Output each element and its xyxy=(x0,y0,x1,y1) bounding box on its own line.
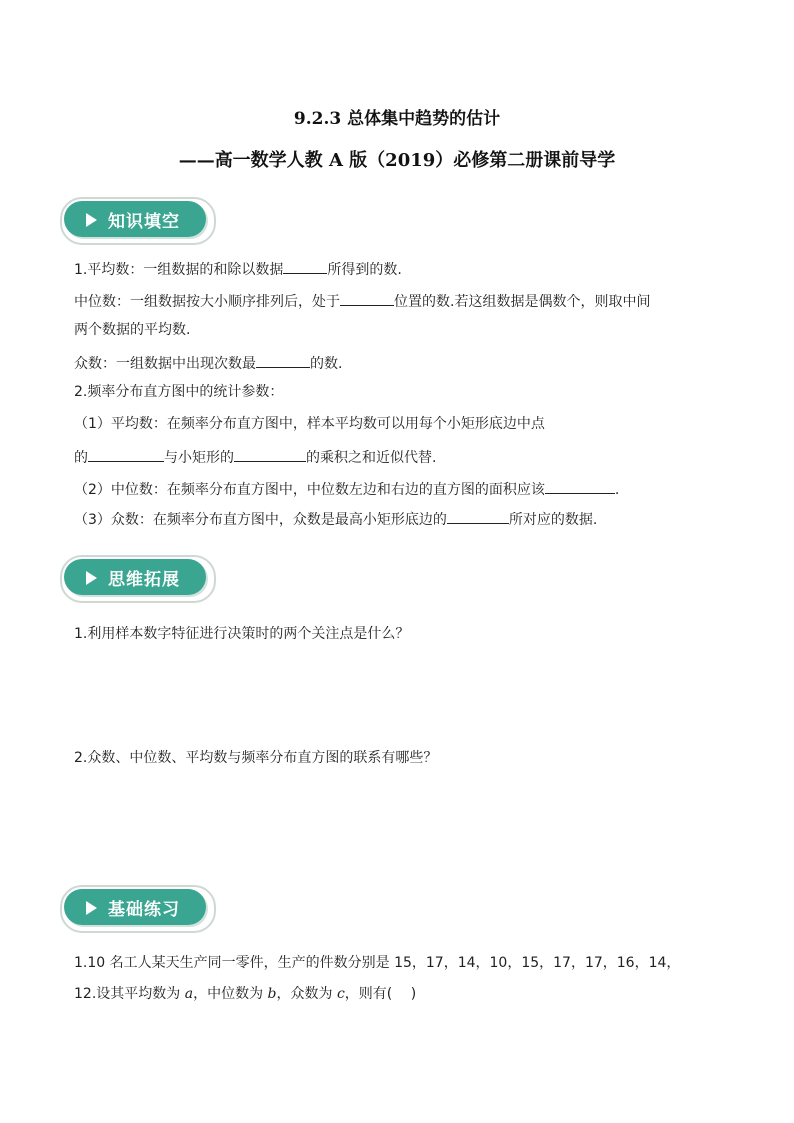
knowledge-line-2 xyxy=(74,290,650,312)
section-heading: 思维拓展 xyxy=(108,570,180,590)
text: 众数：一组数据中出现次数最 xyxy=(74,356,256,372)
text: 1.平均数：一组数据的和除以数据 xyxy=(74,262,284,278)
answer-blank xyxy=(88,446,164,462)
page-title: 9.2.3 总体集中趋势的估计 xyxy=(293,109,501,129)
section-banner-practice xyxy=(60,883,216,933)
knowledge-line-3: 两个数据的平均数. xyxy=(74,322,191,338)
section-heading: 基础练习 xyxy=(108,900,180,920)
knowledge-line-6: （1）平均数：在频率分布直方图中，样本平均数可以用每个小矩形底边中点 xyxy=(74,416,545,432)
text: 的乘积之和近似代替. xyxy=(306,450,437,466)
play-icon xyxy=(86,213,97,227)
knowledge-line-5: 2.频率分布直方图中的统计参数： xyxy=(74,384,284,400)
text: 中位数：一组数据按大小顺序排列后，处于 xyxy=(74,294,340,310)
text: 所得到的数. xyxy=(327,262,402,278)
answer-blank xyxy=(545,478,615,494)
answer-blank xyxy=(234,446,306,462)
knowledge-line-1 xyxy=(74,258,402,280)
variable-a: a xyxy=(184,986,194,1002)
text: （3）众数：在频率分布直方图中，众数是最高小矩形底边的 xyxy=(74,512,447,528)
text: 所对应的数据. xyxy=(508,512,598,528)
answer-blank xyxy=(283,258,327,274)
practice-question-1-line-1: 1.10 名工人某天生产同一零件，生产的件数分别是 15，17，14，10，15，17，17，16，14， xyxy=(74,955,681,971)
answer-parentheses: ，则有( ) xyxy=(344,986,417,1002)
play-icon xyxy=(86,901,97,915)
knowledge-line-8 xyxy=(74,478,619,500)
knowledge-line-9 xyxy=(74,508,597,530)
section-heading: 知识填空 xyxy=(108,212,180,232)
play-icon xyxy=(86,571,97,585)
variable-c: c xyxy=(336,986,345,1002)
answer-blank xyxy=(256,352,310,368)
thinking-question-1: 1.利用样本数字特征进行决策时的两个关注点是什么？ xyxy=(74,626,410,642)
text: 位置的数.若这组数据是偶数个，则取中间 xyxy=(394,294,651,310)
text: （2）中位数：在频率分布直方图中，中位数左边和右边的直方图的面积应该 xyxy=(74,482,545,498)
answer-blank xyxy=(340,290,394,306)
variable-b: b xyxy=(267,986,277,1002)
text: 与小矩形的 xyxy=(164,450,234,466)
page-subtitle: ——高一数学人教 A 版（2019）必修第二册课前导学 xyxy=(178,150,616,171)
text: 的数. xyxy=(310,356,343,372)
text: 的 xyxy=(74,450,88,466)
section-banner-knowledge xyxy=(60,195,216,245)
text: . xyxy=(614,482,620,498)
practice-question-1-line-2 xyxy=(74,984,416,1004)
thinking-question-2: 2.众数、中位数、平均数与频率分布直方图的联系有哪些？ xyxy=(74,750,438,766)
answer-blank xyxy=(447,508,509,524)
knowledge-line-4 xyxy=(74,352,342,374)
text: ，众数为 xyxy=(276,986,337,1002)
section-banner-thinking xyxy=(60,553,216,603)
text: ，中位数为 xyxy=(193,986,268,1002)
knowledge-line-7 xyxy=(74,446,436,468)
text: 12.设其平均数为 xyxy=(74,986,185,1002)
